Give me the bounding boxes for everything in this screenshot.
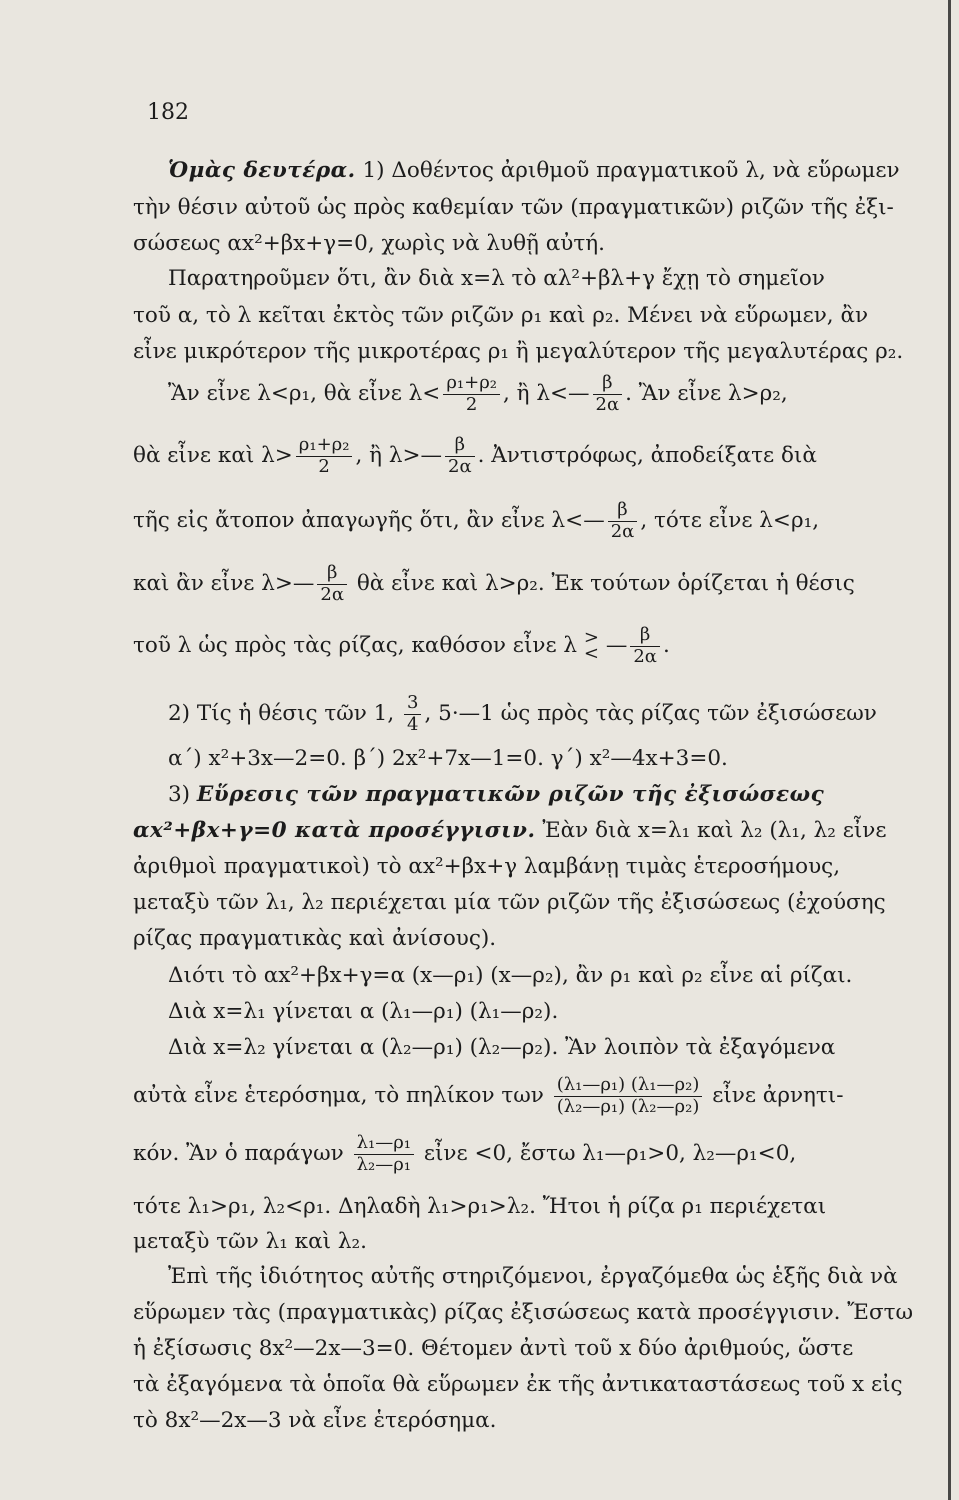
line-23: κόν. Ἂν ὁ παράγων $\frac{\text{λ₁—ρ₁}}{\text{λ₂—ρ₁}}$ εἶνε <0, ἔστω λ₁—ρ₁>0, λ₂—ρ₁<0,	[133, 1132, 797, 1175]
fraction: $\frac{\beta}{2\alpha}$	[593, 373, 623, 415]
line-20: Διὰ x=λ₁ γίνεται α (λ₁—ρ₁) (λ₁—ρ₂).	[168, 999, 559, 1024]
section-heading: Ὁμὰς δευτέρα.	[168, 158, 356, 183]
line-28: ἡ ἐξίσωσις 8x²—2x—3=0. Θέτομεν ἀντὶ τοῦ x δύο ἀριθμούς, ὥστε	[133, 1336, 854, 1361]
line-21: Διὰ x=λ₂ γίνεται α (λ₂—ρ₁) (λ₂—ρ₂). Ἂν λοιπὸν τὰ ἐξαγόμενα	[168, 1035, 836, 1060]
fraction: $\frac{\text{λ₁—ρ₁}}{\text{λ₂—ρ₁}}$	[354, 1133, 414, 1175]
line-25: μεταξὺ τῶν λ₁ καὶ λ₂.	[133, 1229, 367, 1254]
line-3: σώσεως αx²+βx+γ=0, χωρὶς νὰ λυθῇ αὐτή.	[133, 231, 605, 256]
line-26: Ἐπὶ τῆς ἰδιότητος αὐτῆς στηριζόμενοι, ἐργαζόμεθα ὡς ἑξῆς διὰ νὰ	[168, 1264, 898, 1289]
line-7: Ἂν εἶνε λ<ρ₁, θὰ εἶνε λ< $\frac{\text{ρ₁+ρ₂}}{2}$ , ἢ λ<— $\frac{\beta}{2\alpha}$ . Ἂν εἶνε λ>ρ₂,	[168, 372, 788, 415]
fraction: $\frac{3}{4}$	[404, 693, 421, 735]
inequality-sign: > <	[583, 627, 599, 665]
line-15: αx²+βx+γ=0 κατὰ προσέγγισιν. Ἐὰν διὰ x=λ₁ καὶ λ₂ (λ₁, λ₂ εἶνε	[133, 818, 887, 843]
fraction: $\frac{\beta}{2\alpha}$	[445, 435, 475, 477]
line-8: θὰ εἶνε καὶ λ> $\frac{\text{ρ₁+ρ₂}}{2}$ , ἢ λ>— $\frac{\beta}{2\alpha}$ . Ἀντιστρόφως, ἀποδείξατε διὰ	[133, 434, 817, 477]
line-9: τῆς εἰς ἄτοπον ἀπαγωγῆς ὅτι, ἂν εἶνε λ<— $\frac{\beta}{2\alpha}$ , τότε εἶνε λ<ρ₁,	[133, 499, 820, 542]
fraction: $\frac{\text{(λ₁—ρ₁) (λ₁—ρ₂)}}{\text{(λ₂—ρ₁) (λ₂—ρ₂)}}$	[554, 1075, 703, 1117]
line-6: εἶνε μικρότερον τῆς μικροτέρας ρ₁ ἢ μεγαλύτερον τῆς μεγαλυτέρας ρ₂.	[133, 339, 904, 364]
fraction: $\frac{\beta}{2\alpha}$	[608, 500, 638, 542]
line-16: ἀριθμοὶ πραγματικοὶ) τὸ αx²+βx+γ λαμβάνῃ τιμὰς ἑτεροσήμους,	[133, 854, 841, 879]
fraction: $\frac{\text{ρ₁+ρ₂}}{2}$	[443, 373, 500, 415]
line-10: καὶ ἂν εἶνε λ>— $\frac{\beta}{2\alpha}$ θὰ εἶνε καὶ λ>ρ₂. Ἐκ τούτων ὁρίζεται ἡ θέσις	[133, 562, 855, 605]
fraction: $\frac{\text{ρ₁+ρ₂}}{2}$	[296, 435, 353, 477]
fraction: $\frac{\beta}{2\alpha}$	[630, 625, 660, 667]
line-19: Διότι τὸ αx²+βx+γ=α (x—ρ₁) (x—ρ₂), ἂν ρ₁ καὶ ρ₂ εἶνε αἱ ρίζαι.	[168, 963, 853, 988]
line-2: τὴν θέσιν αὐτοῦ ὡς πρὸς καθεμίαν τῶν (πραγματικῶν) ριζῶν τῆς ἐξι-	[133, 195, 894, 220]
line-13: α΄) x²+3x—2=0. β΄) 2x²+7x—1=0. γ΄) x²—4x+3=0.	[168, 746, 728, 771]
page-number: 182	[147, 100, 189, 125]
line-24: τότε λ₁>ρ₁, λ₂<ρ₁. Δηλαδὴ λ₁>ρ₁>λ₂. Ἤτοι ἡ ρίζα ρ₁ περιέχεται	[133, 1194, 827, 1219]
line-1: Ὁμὰς δευτέρα. 1) Δοθέντος ἀριθμοῦ πραγματικοῦ λ, νὰ εὕρωμεν	[168, 158, 900, 183]
line-12: 2) Τίς ἡ θέσις τῶν 1, $\frac{3}{4}$ , 5·—1 ὡς πρὸς τὰς ρίζας τῶν ἐξισώσεων	[168, 692, 877, 735]
line-4: Παρατηροῦμεν ὅτι, ἂν διὰ x=λ τὸ αλ²+βλ+γ ἔχῃ τὸ σημεῖον	[168, 266, 825, 291]
line-29: τὰ ἐξαγόμενα τὰ ὁποῖα θὰ εὕρωμεν ἐκ τῆς ἀντικαταστάσεως τοῦ x εἰς	[133, 1372, 903, 1397]
line-18: ρίζας πραγματικὰς καὶ ἀνίσους).	[133, 926, 497, 951]
fraction: $\frac{\beta}{2\alpha}$	[317, 563, 347, 605]
line-22: αὐτὰ εἶνε ἑτερόσημα, τὸ πηλίκον των $\frac{\text{(λ₁—ρ₁) (λ₁—ρ₂)}}{\text{(λ₂—ρ₁) (λ₂—ρ₂)}}$ εἶνε ἀρνητι-	[133, 1074, 844, 1117]
line-27: εὕρωμεν τὰς (πραγματικὰς) ρίζας ἐξισώσεως κατὰ προσέγγισιν. Ἔστω	[133, 1300, 914, 1325]
line-14: 3) Εὕρεσις τῶν πραγματικῶν ριζῶν τῆς ἐξισώσεως	[168, 782, 825, 807]
line-17: μεταξὺ τῶν λ₁, λ₂ περιέχεται μία τῶν ριζῶν τῆς ἐξισώσεως (ἐχούσης	[133, 890, 886, 915]
line-11: τοῦ λ ὡς πρὸς τὰς ρίζας, καθόσον εἶνε λ > < — $\frac{\beta}{2\alpha}$ .	[133, 624, 670, 667]
line-5: τοῦ α, τὸ λ κεῖται ἐκτὸς τῶν ριζῶν ρ₁ καὶ ρ₂. Μένει νὰ εὕρωμεν, ἂν	[133, 303, 869, 328]
line-30: τὸ 8x²—2x—3 νὰ εἶνε ἑτερόσημα.	[133, 1408, 497, 1433]
